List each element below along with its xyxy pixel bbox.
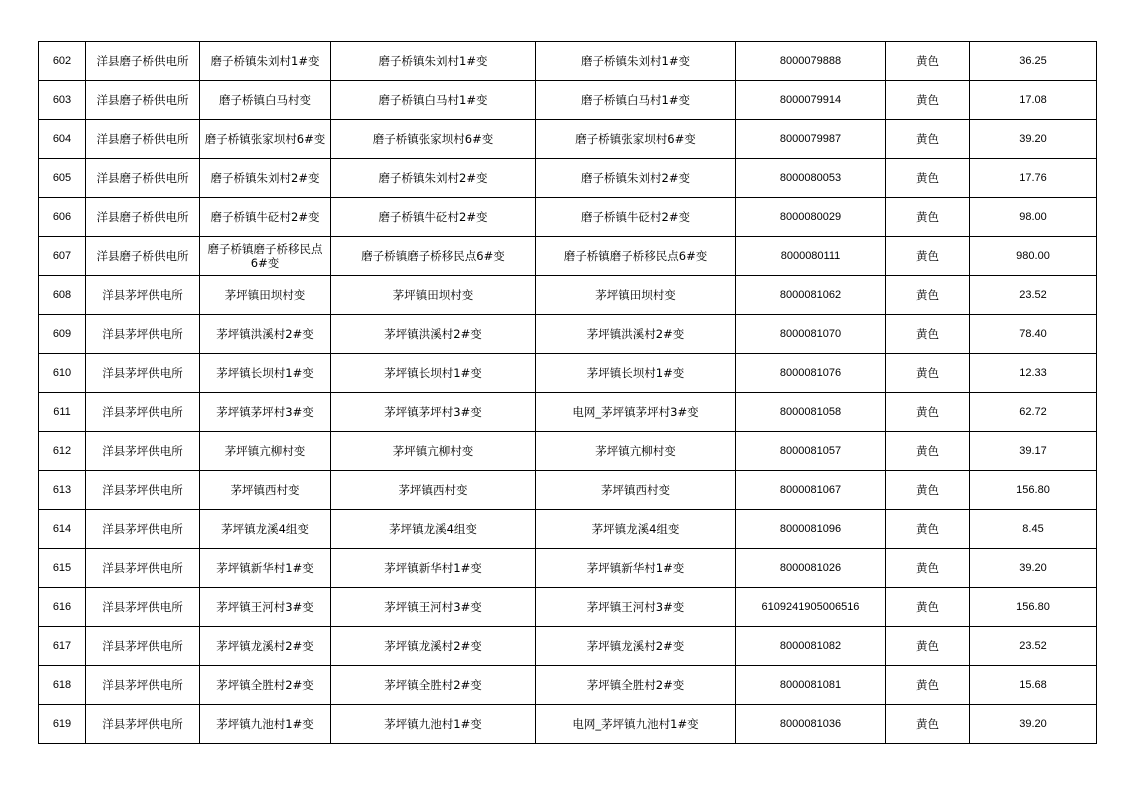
station-cell: 洋县磨子桥供电所	[86, 159, 200, 198]
warning-level-cell: 黄色	[886, 120, 970, 159]
transformer-name-3-cell: 茅坪镇全胜村2#变	[536, 666, 736, 705]
value-cell: 39.20	[970, 549, 1097, 588]
transformer-name-2-cell: 茅坪镇新华村1#变	[331, 549, 536, 588]
transformer-name-2-cell: 茅坪镇王河村3#变	[331, 588, 536, 627]
meter-code-cell: 8000081076	[736, 354, 886, 393]
table-row	[39, 393, 1097, 432]
table-row	[39, 42, 1097, 81]
table-row	[39, 549, 1097, 588]
table-row	[39, 705, 1097, 744]
transformer-name-2-cell: 磨子桥镇磨子桥移民点6#变	[331, 237, 536, 276]
meter-code-cell: 8000080111	[736, 237, 886, 276]
warning-level-cell: 黄色	[886, 354, 970, 393]
transformer-name-cell: 茅坪镇洪溪村2#变	[200, 315, 331, 354]
transformer-name-2-cell: 茅坪镇田坝村变	[331, 276, 536, 315]
transformer-name-cell: 磨子桥镇牛砭村2#变	[200, 198, 331, 237]
meter-code-cell: 8000079987	[736, 120, 886, 159]
station-cell: 洋县茅坪供电所	[86, 471, 200, 510]
warning-level-cell: 黄色	[886, 510, 970, 549]
meter-code-cell: 8000081067	[736, 471, 886, 510]
table-row	[39, 198, 1097, 237]
row-number-cell: 608	[39, 276, 86, 315]
meter-code-cell: 8000081036	[736, 705, 886, 744]
transformer-name-cell: 茅坪镇全胜村2#变	[200, 666, 331, 705]
transformer-table	[38, 41, 1097, 744]
transformer-name-cell: 茅坪镇龙溪村2#变	[200, 627, 331, 666]
row-number-cell: 606	[39, 198, 86, 237]
transformer-name-3-cell: 电网_茅坪镇茅坪村3#变	[536, 393, 736, 432]
station-cell: 洋县茅坪供电所	[86, 549, 200, 588]
value-cell: 17.76	[970, 159, 1097, 198]
station-cell: 洋县磨子桥供电所	[86, 120, 200, 159]
transformer-name-cell: 茅坪镇九池村1#变	[200, 705, 331, 744]
table-row	[39, 237, 1097, 276]
transformer-table-sheet	[38, 41, 1096, 744]
transformer-name-cell: 茅坪镇新华村1#变	[200, 549, 331, 588]
value-cell: 23.52	[970, 627, 1097, 666]
transformer-name-3-cell: 磨子桥镇张家坝村6#变	[536, 120, 736, 159]
warning-level-cell: 黄色	[886, 315, 970, 354]
warning-level-cell: 黄色	[886, 432, 970, 471]
meter-code-cell: 8000081082	[736, 627, 886, 666]
warning-level-cell: 黄色	[886, 276, 970, 315]
transformer-name-2-cell: 茅坪镇西村变	[331, 471, 536, 510]
meter-code-cell: 8000079888	[736, 42, 886, 81]
warning-level-cell: 黄色	[886, 42, 970, 81]
value-cell: 39.20	[970, 705, 1097, 744]
row-number-cell: 616	[39, 588, 86, 627]
station-cell: 洋县茅坪供电所	[86, 393, 200, 432]
transformer-name-cell: 茅坪镇王河村3#变	[200, 588, 331, 627]
transformer-name-2-cell: 茅坪镇龙溪村2#变	[331, 627, 536, 666]
transformer-name-2-cell: 茅坪镇龙溪4组变	[331, 510, 536, 549]
transformer-name-cell: 磨子桥镇白马村变	[200, 81, 331, 120]
row-number-cell: 614	[39, 510, 86, 549]
table-body	[39, 42, 1097, 744]
row-number-cell: 611	[39, 393, 86, 432]
row-number-cell: 607	[39, 237, 86, 276]
transformer-name-2-cell: 茅坪镇九池村1#变	[331, 705, 536, 744]
transformer-name-2-cell: 茅坪镇茅坪村3#变	[331, 393, 536, 432]
transformer-name-cell: 茅坪镇亢柳村变	[200, 432, 331, 471]
value-cell: 156.80	[970, 588, 1097, 627]
meter-code-cell: 8000081058	[736, 393, 886, 432]
transformer-name-3-cell: 茅坪镇新华村1#变	[536, 549, 736, 588]
warning-level-cell: 黄色	[886, 393, 970, 432]
warning-level-cell: 黄色	[886, 198, 970, 237]
table-row	[39, 315, 1097, 354]
value-cell: 98.00	[970, 198, 1097, 237]
station-cell: 洋县磨子桥供电所	[86, 237, 200, 276]
transformer-name-cell: 茅坪镇田坝村变	[200, 276, 331, 315]
value-cell: 78.40	[970, 315, 1097, 354]
row-number-cell: 602	[39, 42, 86, 81]
transformer-name-cell: 茅坪镇茅坪村3#变	[200, 393, 331, 432]
meter-code-cell: 8000081081	[736, 666, 886, 705]
warning-level-cell: 黄色	[886, 705, 970, 744]
table-row	[39, 159, 1097, 198]
warning-level-cell: 黄色	[886, 159, 970, 198]
warning-level-cell: 黄色	[886, 588, 970, 627]
row-number-cell: 618	[39, 666, 86, 705]
row-number-cell: 604	[39, 120, 86, 159]
table-row	[39, 432, 1097, 471]
warning-level-cell: 黄色	[886, 471, 970, 510]
value-cell: 980.00	[970, 237, 1097, 276]
table-row	[39, 627, 1097, 666]
table-row	[39, 666, 1097, 705]
station-cell: 洋县茅坪供电所	[86, 705, 200, 744]
transformer-name-3-cell: 电网_茅坪镇九池村1#变	[536, 705, 736, 744]
meter-code-cell: 8000080053	[736, 159, 886, 198]
station-cell: 洋县茅坪供电所	[86, 432, 200, 471]
meter-code-cell: 6109241905006516	[736, 588, 886, 627]
transformer-name-cell: 磨子桥镇张家坝村6#变	[200, 120, 331, 159]
transformer-name-2-cell: 茅坪镇长坝村1#变	[331, 354, 536, 393]
row-number-cell: 613	[39, 471, 86, 510]
transformer-name-2-cell: 茅坪镇洪溪村2#变	[331, 315, 536, 354]
transformer-name-3-cell: 茅坪镇西村变	[536, 471, 736, 510]
meter-code-cell: 8000081096	[736, 510, 886, 549]
station-cell: 洋县茅坪供电所	[86, 627, 200, 666]
station-cell: 洋县磨子桥供电所	[86, 81, 200, 120]
row-number-cell: 603	[39, 81, 86, 120]
meter-code-cell: 8000081062	[736, 276, 886, 315]
table-row	[39, 471, 1097, 510]
transformer-name-2-cell: 茅坪镇亢柳村变	[331, 432, 536, 471]
transformer-name-cell: 磨子桥镇朱刘村1#变	[200, 42, 331, 81]
value-cell: 156.80	[970, 471, 1097, 510]
meter-code-cell: 8000081057	[736, 432, 886, 471]
station-cell: 洋县茅坪供电所	[86, 666, 200, 705]
warning-level-cell: 黄色	[886, 549, 970, 588]
station-cell: 洋县茅坪供电所	[86, 510, 200, 549]
value-cell: 62.72	[970, 393, 1097, 432]
transformer-name-3-cell: 磨子桥镇牛砭村2#变	[536, 198, 736, 237]
table-row	[39, 120, 1097, 159]
value-cell: 12.33	[970, 354, 1097, 393]
transformer-name-3-cell: 茅坪镇田坝村变	[536, 276, 736, 315]
value-cell: 17.08	[970, 81, 1097, 120]
station-cell: 洋县茅坪供电所	[86, 276, 200, 315]
meter-code-cell: 8000081026	[736, 549, 886, 588]
transformer-name-3-cell: 磨子桥镇朱刘村2#变	[536, 159, 736, 198]
transformer-name-3-cell: 茅坪镇洪溪村2#变	[536, 315, 736, 354]
transformer-name-cell: 茅坪镇龙溪4组变	[200, 510, 331, 549]
transformer-name-3-cell: 磨子桥镇磨子桥移民点6#变	[536, 237, 736, 276]
row-number-cell: 610	[39, 354, 86, 393]
row-number-cell: 615	[39, 549, 86, 588]
row-number-cell: 617	[39, 627, 86, 666]
table-row	[39, 510, 1097, 549]
transformer-name-3-cell: 磨子桥镇白马村1#变	[536, 81, 736, 120]
value-cell: 8.45	[970, 510, 1097, 549]
warning-level-cell: 黄色	[886, 237, 970, 276]
transformer-name-3-cell: 磨子桥镇朱刘村1#变	[536, 42, 736, 81]
value-cell: 39.20	[970, 120, 1097, 159]
transformer-name-2-cell: 茅坪镇全胜村2#变	[331, 666, 536, 705]
transformer-name-2-cell: 磨子桥镇张家坝村6#变	[331, 120, 536, 159]
transformer-name-cell: 磨子桥镇磨子桥移民点6#变	[200, 237, 331, 276]
station-cell: 洋县茅坪供电所	[86, 588, 200, 627]
warning-level-cell: 黄色	[886, 81, 970, 120]
value-cell: 36.25	[970, 42, 1097, 81]
row-number-cell: 612	[39, 432, 86, 471]
station-cell: 洋县磨子桥供电所	[86, 198, 200, 237]
table-row	[39, 276, 1097, 315]
transformer-name-3-cell: 茅坪镇龙溪村2#变	[536, 627, 736, 666]
warning-level-cell: 黄色	[886, 666, 970, 705]
transformer-name-2-cell: 磨子桥镇朱刘村2#变	[331, 159, 536, 198]
table-row	[39, 354, 1097, 393]
transformer-name-2-cell: 磨子桥镇朱刘村1#变	[331, 42, 536, 81]
transformer-name-3-cell: 茅坪镇龙溪4组变	[536, 510, 736, 549]
value-cell: 23.52	[970, 276, 1097, 315]
transformer-name-3-cell: 茅坪镇亢柳村变	[536, 432, 736, 471]
value-cell: 39.17	[970, 432, 1097, 471]
station-cell: 洋县茅坪供电所	[86, 315, 200, 354]
value-cell: 15.68	[970, 666, 1097, 705]
row-number-cell: 605	[39, 159, 86, 198]
station-cell: 洋县磨子桥供电所	[86, 42, 200, 81]
row-number-cell: 619	[39, 705, 86, 744]
meter-code-cell: 8000080029	[736, 198, 886, 237]
warning-level-cell: 黄色	[886, 627, 970, 666]
station-cell: 洋县茅坪供电所	[86, 354, 200, 393]
transformer-name-cell: 磨子桥镇朱刘村2#变	[200, 159, 331, 198]
row-number-cell: 609	[39, 315, 86, 354]
transformer-name-3-cell: 茅坪镇长坝村1#变	[536, 354, 736, 393]
table-row	[39, 588, 1097, 627]
meter-code-cell: 8000081070	[736, 315, 886, 354]
transformer-name-cell: 茅坪镇长坝村1#变	[200, 354, 331, 393]
transformer-name-3-cell: 茅坪镇王河村3#变	[536, 588, 736, 627]
table-row	[39, 81, 1097, 120]
meter-code-cell: 8000079914	[736, 81, 886, 120]
transformer-name-2-cell: 磨子桥镇牛砭村2#变	[331, 198, 536, 237]
transformer-name-cell: 茅坪镇西村变	[200, 471, 331, 510]
transformer-name-2-cell: 磨子桥镇白马村1#变	[331, 81, 536, 120]
